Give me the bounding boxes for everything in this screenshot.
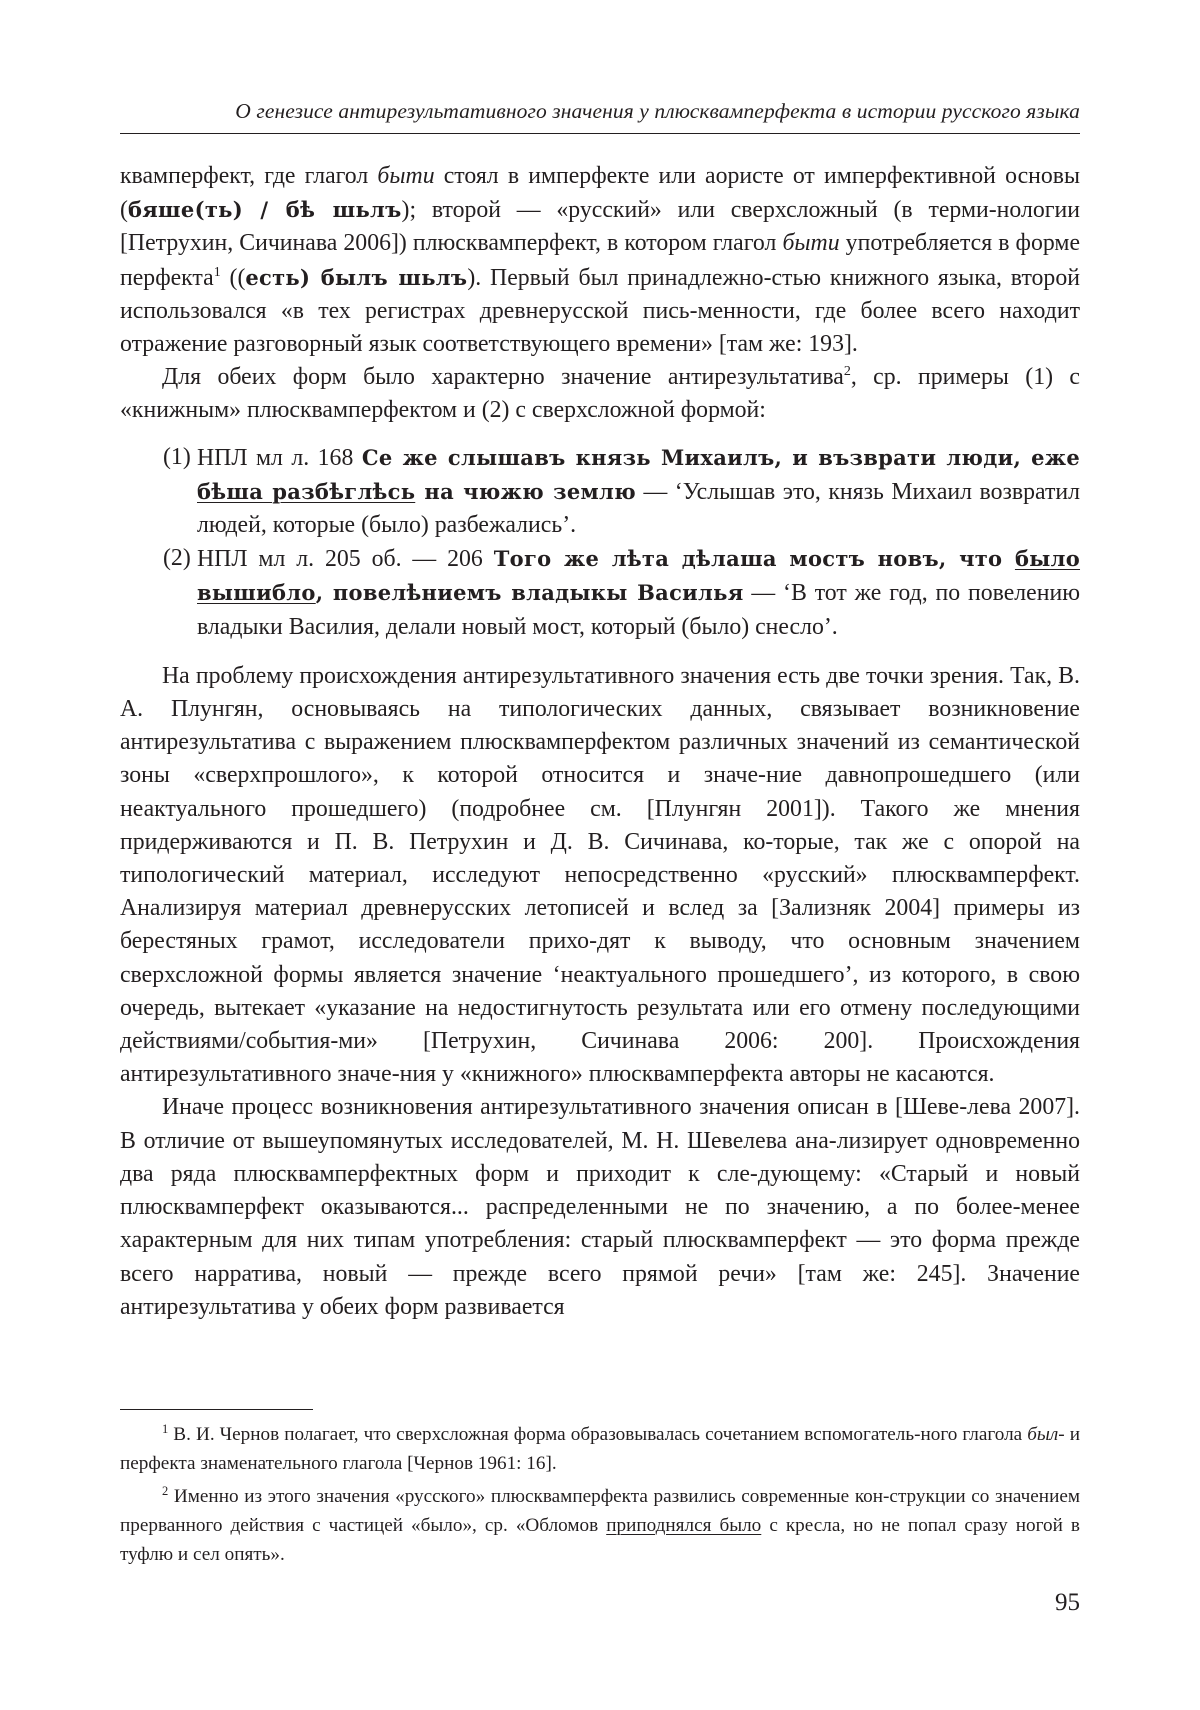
header-rule — [120, 133, 1080, 134]
text-run: (( — [220, 264, 246, 291]
example-translation: — ‘В тот же год, по повелению владыки Василия, делали новый мост, который (было) снесло’. — [197, 580, 1080, 640]
footnote-mark: 1 — [162, 1422, 169, 1436]
example-1 — [120, 441, 1080, 543]
text-run: , ср. примеры (1) с «книжным» плюсквамперфектом и (2) с сверхсложной формой: — [120, 364, 1080, 424]
italic-term: быти — [782, 230, 840, 257]
example-text — [197, 441, 1080, 543]
footnote-mark: 2 — [162, 1484, 169, 1498]
underlined-example: приподнялся было — [606, 1515, 762, 1536]
old-russian-quote: , повелѣниемъ владыкы Василья — [315, 580, 744, 606]
text-run: ). Первый был принадлежно-стью книжного языка, второй использовался «в тех регистрах древнерусской пись-менности, где более всего находит отражение разговорный язык соответствующего времени» [там же: 193]. — [120, 264, 1080, 358]
text-run: с кресла, но не попал сразу ногой в туфлю и сел опять». — [120, 1515, 1080, 1565]
old-russian-quote: Се же слышавъ князь Михаилъ, и възврати люди, еже — [361, 444, 1080, 470]
italic-term: был- — [1027, 1424, 1065, 1445]
paragraph-4: Иначе процесс возникновения антирезультативного значения описан в [Шеве-лева 2007]. В отличие от вышеупомянутых исследователей, М. Н. Шевелева ана-лизирует одновременно два ряда плюсквамперфектных форм и приходит к сле-дующему: «Старый и новый плюсквамперфект оказываются... распределенными не по значению, а по более-менее характерным для них типам употребления: старый плюсквамперфект — это форма прежде всего нарратива, новый — прежде всего прямой речи» [там же: 245]. Значение антирезультатива у обеих форм развивается — [120, 1094, 1080, 1320]
text-run: ); второй — «русский» или сверхсложный (в терми-нологии [Петрухин, Сичинава 2006]) плюсквамперфект, в котором глагол — [120, 197, 1080, 257]
old-russian-quote: Того же лѣта дѣлаша мостъ новъ, что — [493, 546, 1015, 572]
underlined-verb-form: было вышибло — [197, 546, 1081, 606]
text-run: квамперфект, где глагол — [120, 163, 378, 189]
footnote-rule — [120, 1409, 313, 1410]
running-head: О генезисе антирезультативного значения у плюсквамперфекта в истории русского языка — [235, 99, 1080, 123]
paragraph-1 — [120, 160, 1080, 361]
footnote-ref-2[interactable]: 2 — [843, 364, 851, 380]
footnotes — [120, 1420, 1080, 1573]
old-russian-quote: на чюжю землю — [415, 478, 636, 504]
main-text — [120, 160, 1080, 1324]
example-translation: — ‘Услышав это, князь Михаил возвратил людей, которые (было) разбежались’. — [197, 478, 1080, 539]
example-number: (2) — [163, 545, 191, 572]
example-2 — [120, 542, 1080, 644]
page-number: 95 — [1055, 1589, 1080, 1616]
example-number: (1) — [163, 443, 191, 470]
text-run: употребляется в форме перфекта — [120, 230, 1081, 291]
example-text — [197, 542, 1080, 644]
paragraph-3: На проблему происхождения антирезультативного значения есть две точки зрения. Так, В. А. Плунгян, основываясь на типологических данных, связывает возникновение антирезультатива с выражением плюсквамперфектом различных значений из семантической зоны «сверхпрошлого», к которой относится и значе-ние давнопрошедшего (или неактуального прошедшего) (подробнее см. [Плунгян 2001]). Такого же мнения придерживаются и П. В. Петрухин и Д. В. Сичинава, ко-торые, так же с опорой на типологический материал, исследуют непосредственно «русский» плюсквамперфект. Анализируя материал древнерусских летописей и вслед за [Зализняк 2004] примеры из берестяных грамот, исследователи прихо-дят к выводу, что основным значением сверхсложной формы является значение ‘неактуального прошедшего’, из которого, в свою очередь, вытекает «указание на недостигнутость результата или его отмену последующими действиями/события-ми» [Петрухин, Сичинава 2006: 200]. Происхождения антирезультативного значе-ния у «книжного» плюсквамперфекта авторы не касаются. — [120, 662, 1080, 1088]
example-source: НПЛ мл л. 205 об. — 206 — [197, 546, 494, 573]
footnote-2 — [120, 1482, 1080, 1569]
footnote-1 — [120, 1420, 1080, 1478]
old-russian-form: есть) былъ шьлъ — [245, 264, 468, 290]
text-run: стоял в имперфекте или аористе от имперфективной основы ( — [120, 163, 1080, 224]
footnote-ref-1[interactable]: 1 — [213, 264, 221, 280]
text-run: В. И. Чернов полагает, что сверхсложная форма образовывалась сочетанием вспомогатель-ного глагола — [168, 1424, 1028, 1445]
text-run: Для обеих форм было характерно значение антирезультатива — [162, 364, 844, 391]
old-russian-form: бяше(ть) / бѣ шьлъ — [127, 197, 402, 223]
text-run: Именно из этого значения «русского» плюсквамперфекта развились современные кон-струкции со значением прерванного действия с частицей «было», ср. «Обломов — [120, 1486, 1080, 1536]
examples-list — [120, 441, 1080, 644]
paragraph-2 — [120, 361, 1080, 427]
underlined-verb-form: бѣша разбѣглѣсь — [197, 478, 416, 504]
italic-term: быти — [377, 163, 435, 189]
text-run: и перфекта знаменательного глагола [Чернов 1961: 16]. — [120, 1424, 1080, 1474]
example-source: НПЛ мл л. 168 — [197, 444, 362, 471]
